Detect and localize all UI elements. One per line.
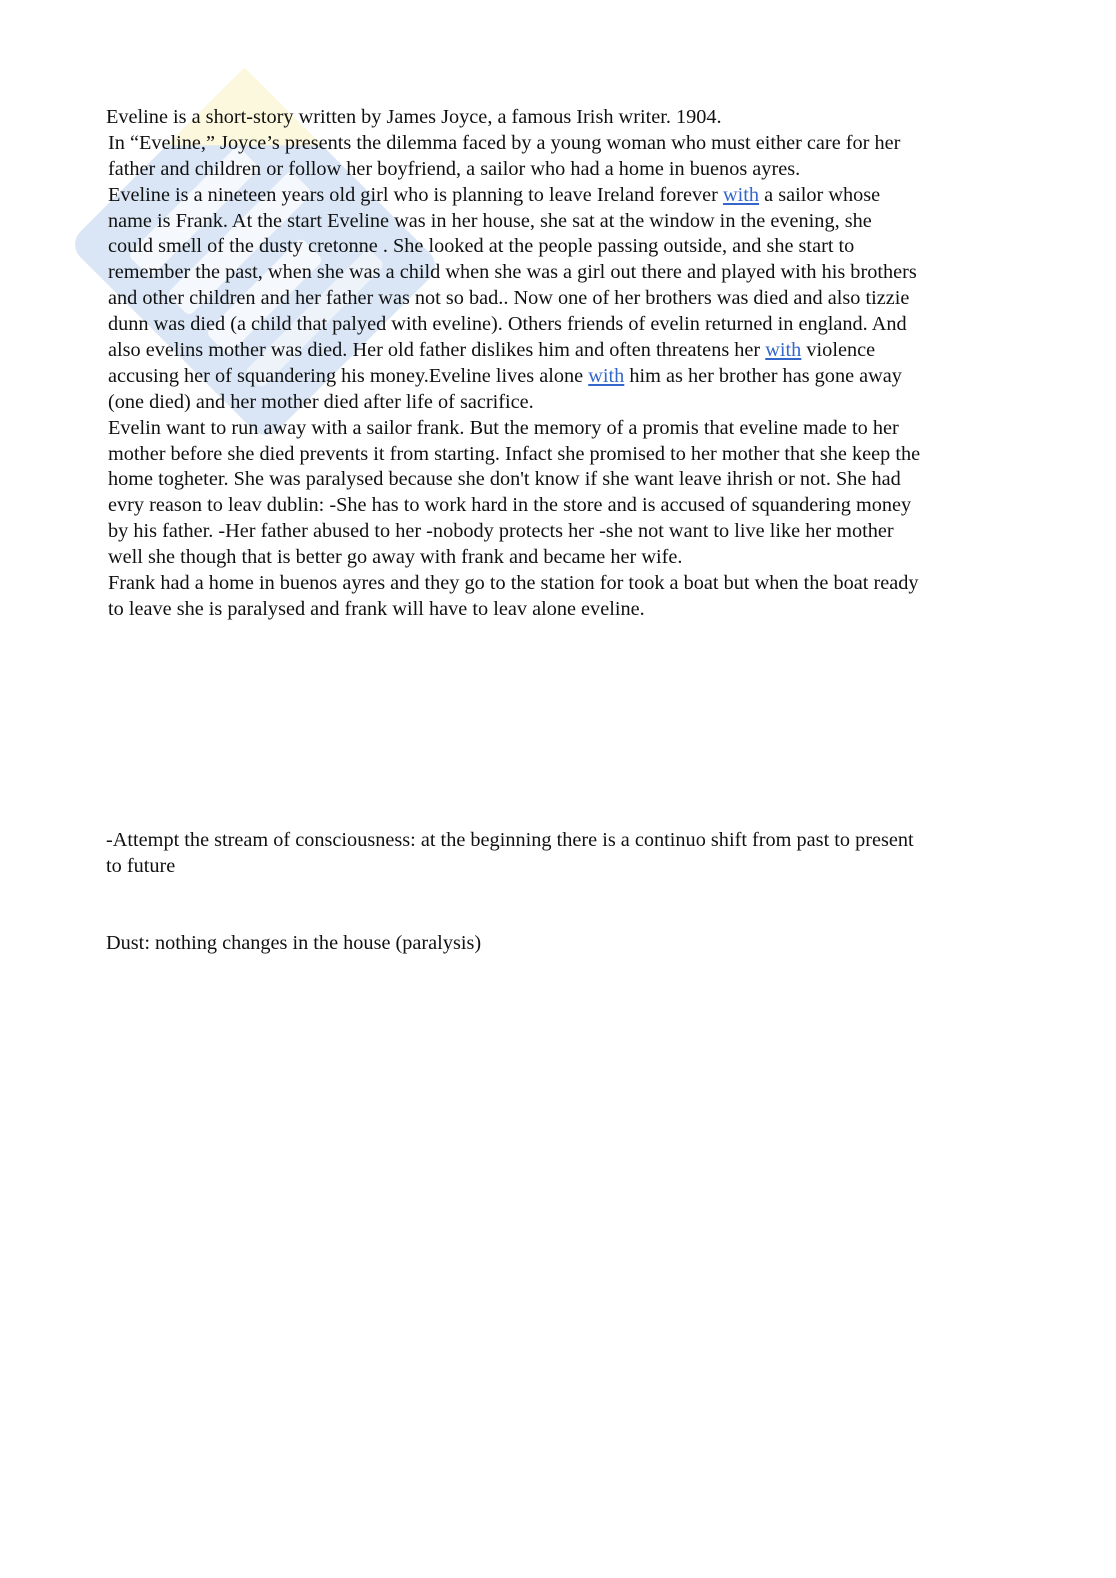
text-line: could smell of the dusty cretonne . She looked at the people passing outside, and she start to — [108, 235, 855, 258]
text-line: evry reason to leav dublin: -She has to work hard in the store and is accused of squandering money — [108, 494, 912, 517]
with-link[interactable]: with — [588, 364, 625, 387]
with-link[interactable]: with — [722, 183, 760, 206]
with-link[interactable]: with — [765, 339, 802, 362]
paragraph-ending — [106, 571, 1011, 623]
text-line: Eveline is a nineteen years old girl who is planning to leave Ireland forever with a sailor whose — [108, 183, 881, 206]
paragraph-paralysis — [106, 416, 1011, 571]
text-line: (one died) and her mother died after life of sacrifice. — [108, 390, 534, 413]
essay-body — [106, 105, 1011, 623]
paragraph-dilemma — [106, 131, 1011, 183]
text-line: -Attempt the stream of consciousness: at the beginning there is a continuo shift from past to present — [106, 829, 914, 851]
paragraph-summary — [106, 183, 1011, 416]
text-line: remember the past, when she was a child when she was a girl out there and played with his brothers — [108, 261, 917, 284]
text-line: and other children and her father was not so bad.. Now one of her brothers was died and also tizzie — [108, 287, 910, 310]
text-line: home togheter. She was paralysed because she don't know if she want leave ihrish or not. She had — [108, 468, 901, 491]
text-line: to future — [106, 854, 176, 877]
text-line: father and children or follow her boyfriend, a sailor who had a home in buenos ayres. — [108, 157, 801, 180]
text-line: by his father. -Her father abused to her -nobody protects her -she not want to live like her mother — [108, 520, 894, 543]
text-line: mother before she died prevents it from starting. Infact she promised to her mother that she keep the — [108, 442, 921, 465]
text-line: well she though that is better go away with frank and became her wife. — [108, 546, 683, 569]
text-line: Dust: nothing changes in the house (paralysis) — [106, 932, 482, 954]
paragraph-intro — [106, 105, 1011, 131]
text-line: also evelins mother was died. Her old father dislikes him and often threatens her with violence — [108, 339, 876, 362]
note-stream-of-consciousness — [106, 828, 1011, 880]
text-line: In “Eveline,” Joyce’s presents the dilemma faced by a young woman who must either care for her — [108, 131, 901, 154]
text-line: Frank had a home in buenos ayres and they go to the station for took a boat but when the boat ready — [108, 572, 919, 595]
text-line: name is Frank. At the start Eveline was in her house, she sat at the window in the evening, she — [108, 209, 872, 232]
note-dust — [106, 931, 1011, 957]
text-line: Eveline is a short-story written by James Joyce, a famous Irish writer. 1904. — [106, 106, 722, 128]
text-line: dunn was died (a child that palyed with eveline). Others friends of evelin returned in england. And — [108, 313, 907, 336]
text-line: Evelin want to run away with a sailor frank. But the memory of a promis that eveline made to her — [108, 416, 899, 439]
text-line: to leave she is paralysed and frank will have to leav alone eveline. — [108, 597, 645, 620]
text-line: accusing her of squandering his money.Eveline lives alone with him as her brother has gone away — [108, 364, 902, 387]
